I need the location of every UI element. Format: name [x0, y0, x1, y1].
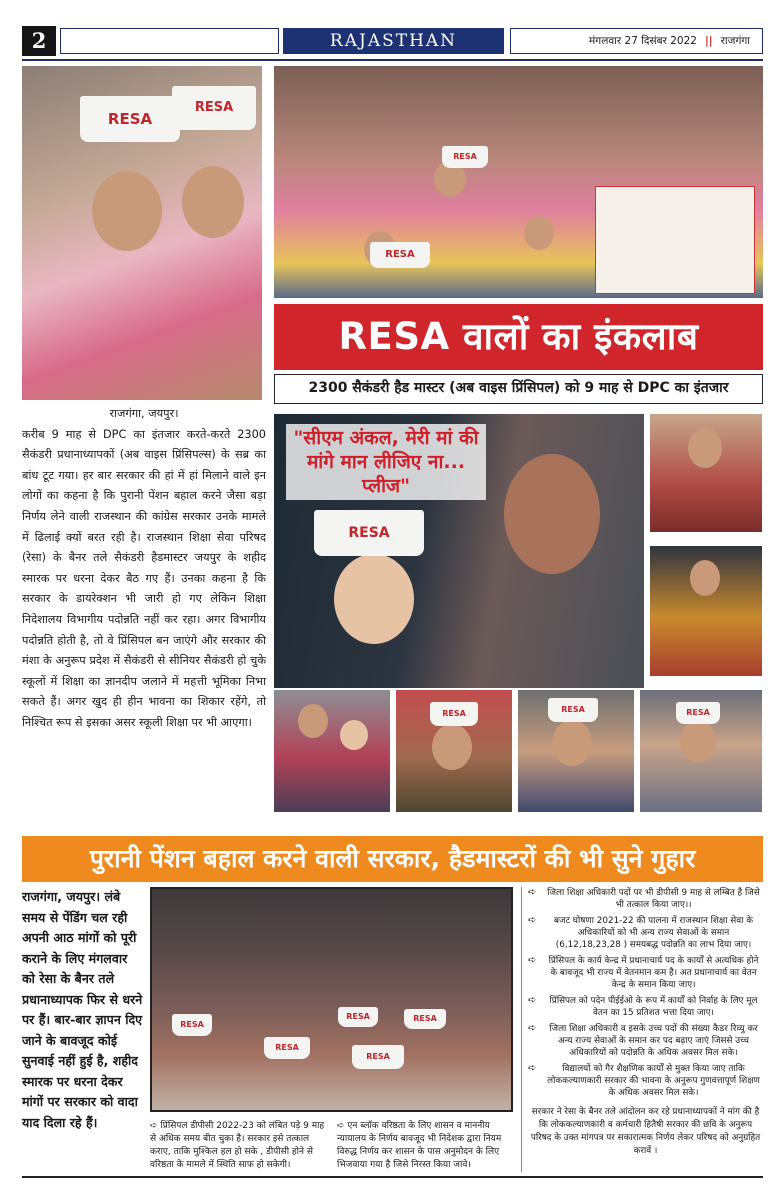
section-name: RAJASTHAN	[283, 28, 504, 54]
demand-item: ➪ बजट घोषणा 2021-22 की पालना में राजस्थान शिक्षा सेवा के अधिकारियों को भी अन्य राज्य सेवाओं के समान (6,12,18,23,28 ) समयबद्ध पदोन्नति का लाभ दिया जाए।	[528, 915, 753, 950]
main-subheadline: 2300 सैकंडरी हैड मास्टर (अब वाइस प्रिंसिपल) को 9 माह से DPC का इंतजार	[274, 374, 763, 404]
header-left-box	[60, 28, 279, 54]
photo-child-mother	[274, 414, 644, 688]
cap-label: RESA	[442, 146, 488, 168]
cap-label: RESA	[264, 1037, 310, 1059]
closing-paragraph: सरकार ने रेसा के बैनर तले आंदोलन कर रहे प्रधानाध्यापकों ने मांग की है कि लोककल्याणकारी व कर्मचारी हितैषी सरकार की छवि के अनुरूप परिषद के उक्त मांगपत्र पर सकारात्मक निर्णय लेकर परिषद को अनुग्रहित करावें ।	[530, 1107, 761, 1156]
arrow-right-icon: ➪	[528, 887, 537, 898]
article-dateline: राजगंगा, जयपुर।	[109, 407, 179, 420]
cap-label: RESA	[80, 96, 180, 142]
photo-man-cap	[396, 690, 512, 812]
cap-label: RESA	[430, 702, 478, 726]
cap-label: RESA	[370, 242, 430, 268]
demand-item: ➪ जिला शिक्षा अधिकारी पदों पर भी डीपीसी 9 माह से लम्बित है जिसे भी तत्काल किया जाए।।	[528, 887, 760, 910]
demand-item: ➪ प्रिंसिपल को पदेन पीईईओ के रूप में कार्यों को निर्वाह के लिए मूल वेतन का 15 प्रतिशत भत्ता दिया जाए।	[528, 995, 758, 1018]
column-divider	[521, 887, 522, 1172]
cap-label: RESA	[172, 1014, 212, 1036]
photo-woman-saree	[650, 546, 762, 676]
divider: ||	[704, 35, 713, 47]
photo-seated-man	[640, 690, 762, 812]
footer-rule	[22, 1176, 763, 1178]
demand-item: ➪ प्रिंसिपल के कार्य केन्द्र में प्रधानाचार्य पद के कार्यों से अत्यधिक होने के बावजूद भी राज्य में वेतनमान कम है। अत प्रधानाचार्य का वेतन केन्द्र के समान किया जाए।	[528, 955, 759, 990]
second-headline: पुरानी पेंशन बहाल करने वाली सरकार, हैडमास्टरों की भी सुने गुहार	[22, 836, 763, 882]
cap-label: RESA	[172, 86, 256, 130]
demand-item: ➪ जिला शिक्षा अधिकारी व इसके उच्च पदों की संख्या कैडर रिव्यु कर अन्य राज्य सेवाओं के समान कर पद बढ़ाए जाएं जिससे उच्च अधिकारियों को पदोन्नति के अधिक अवसर मिल सके।	[528, 1023, 758, 1058]
page-number: 2	[22, 26, 56, 56]
cap-label: RESA	[352, 1045, 404, 1069]
arrow-right-icon: ➪	[337, 1121, 348, 1131]
cap-label: RESA	[314, 510, 424, 556]
photo-mother-baby	[274, 690, 390, 812]
photo-sit-in-crowd	[150, 887, 513, 1112]
photo-woman-portrait	[650, 414, 762, 532]
arrow-right-icon: ➪	[528, 1023, 537, 1034]
demand-item: ➪ विद्यालयों को गैर शैक्षणिक कार्यों से मुक्त किया जाए ताकि लोककल्याणकारी सरकार की भावना के अनुरूप गुणवत्तापूर्ण शिक्षण के अधिक अवसर मिल सके।	[528, 1063, 760, 1098]
photo-crowd-rally	[274, 66, 763, 298]
arrow-right-icon: ➪	[528, 1063, 537, 1074]
cap-label: RESA	[548, 698, 598, 722]
main-article	[22, 404, 266, 816]
header-dateline	[510, 28, 763, 54]
arrow-right-icon: ➪	[528, 995, 537, 1006]
photo-protesters-closeup	[22, 66, 262, 400]
stage-banner	[595, 186, 755, 294]
edition-name: राजगंगा	[720, 35, 750, 47]
header-rule	[22, 59, 763, 61]
cap-label: RESA	[404, 1009, 446, 1029]
photo-quote: "सीएम अंकल, मेरी मां की मांगे मान लीजिए ना... प्लीज"	[286, 424, 486, 500]
photo-note-right: ➪ एन ब्लॉक वरिष्ठता के लिए शासन व माननीय न्यायालय के निर्णय बावजूद भी निदेशक द्वारा नियम विरुद्ध निर्णय कर शासन के पास अनुमोदन के लिए भिजवाया गया है जिसे निरस्त किया जावे।	[337, 1121, 502, 1170]
photo-note-left: ➪ प्रिंसिपल डीपीसी 2022-23 को लंबित पड़े 9 माह से अधिक समय बीत चुका है। सरकार इसे तत्काल कराए, ताकि मुश्किल हल हो सके , डीपीसी होने से वरिष्ठता के मामले में स्थिति साफ हो सकेगी।	[150, 1121, 325, 1170]
second-story-lead: राजगंगा, जयपुर। लंबे समय से पेंडिंग चल रही अपनी आठ मांगों को पूरी कराने के लिए मंगलवार को रेसा के बैनर तले प्रधानाध्यापक फिर से धरने पर हैं। बार-बार ज्ञापन दिए जाने के बावजूद कोई सुनवाई नहीं हुई है, शहीद स्मारक पर धरना देकर मांगों पर सरकार को वादा याद दिला रहे हैं।	[22, 889, 143, 1130]
arrow-right-icon: ➪	[528, 915, 537, 926]
arrow-right-icon: ➪	[150, 1121, 161, 1131]
arrow-right-icon: ➪	[528, 955, 537, 966]
photo-young-man	[518, 690, 634, 812]
main-headline: RESA वालों का इंकलाब	[274, 304, 763, 370]
article-body: करीब 9 माह से DPC का इंतजार करते-करते 2300 सैकंडरी प्रधानाध्यापकों (अब वाइस प्रिंसिपल्स) के सब्र का बांध टूट गया। हर बार सरकार की हां में हां मिलाने वाले इन लोगों का कहना है कि पुरानी पेंशन बहाल करने जैसा बड़ा निर्णय लेने वाली राजस्थान की कांग्रेस सरकार उनके मामले में ढिलाई क्यों बरत रही है। राजस्थान शिक्षा सेवा परिषद (रेसा) के बैनर तले सैकंडरी हैडमास्टर जयपुर के शहीद स्मारक पर धरना देकर बैठ गए हैं। उनका कहना है कि सरकार के डायरेक्शन भी जारी हो गए लेकिन शिक्षा निदेशालय विभागीय पदोन्नति नहीं कर रहा। अगर विभागीय पदोन्नति होती है, तो वे प्रिंसिपल बन जाएंगे और सरकार की मंशा के अनुरूप प्रदेश में सैकंडरी से सीनियर सैकंडरी हो चुके स्कूलों में शिक्षा का ज्ञानदीप जलाने में महत्ती भूमिका निभा सकते हैं। अगर खुद ही हीन भावना का शिकार रहेंगे, तो निश्चित रूप से इसका असर स्कूली शिक्षा पर भी आएगा।	[22, 427, 266, 729]
issue-date: मंगलवार 27 दिसंबर 2022	[589, 35, 697, 47]
cap-label: RESA	[676, 702, 720, 724]
demands-list	[528, 887, 763, 1097]
cap-label: RESA	[338, 1007, 378, 1027]
